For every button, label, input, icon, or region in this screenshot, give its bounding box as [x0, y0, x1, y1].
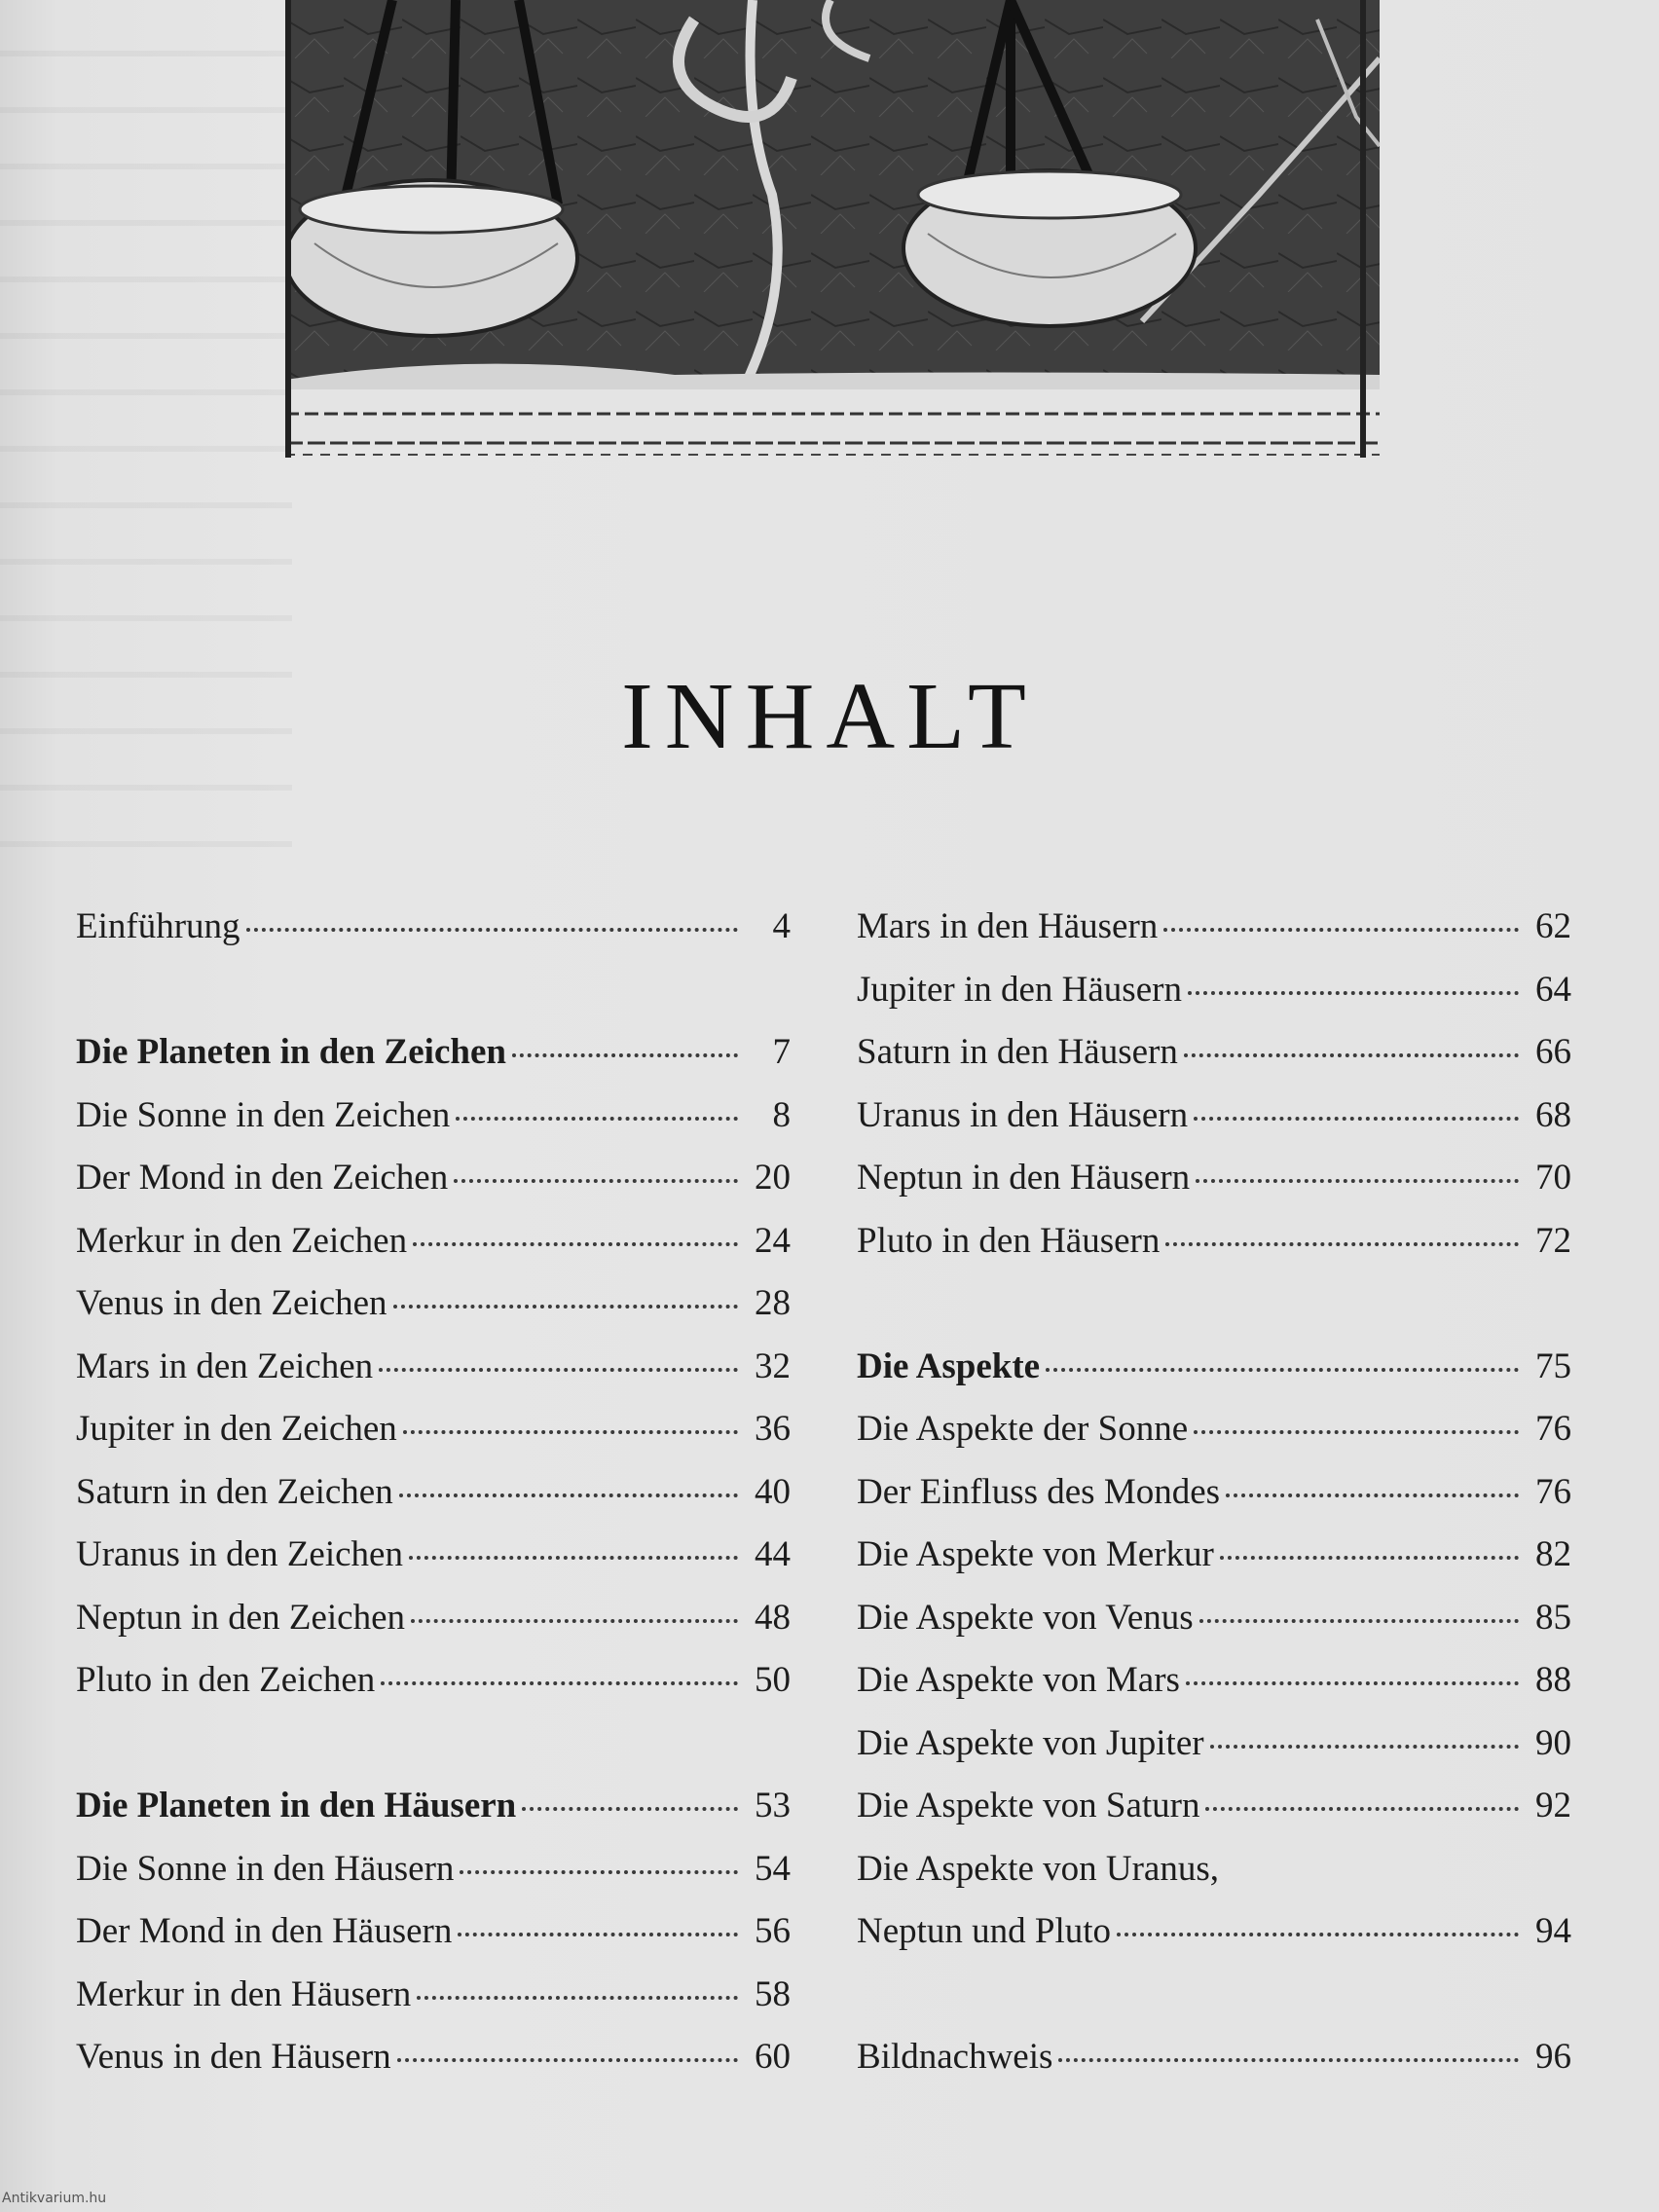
- toc-page-number: 7: [772, 1032, 791, 1072]
- toc-gap: [76, 969, 791, 1032]
- toc-entry-title: Saturn in den Häusern: [857, 1032, 1178, 1072]
- toc-entry-title: Venus in den Häusern: [76, 2037, 391, 2077]
- toc-right-column: [857, 905, 1571, 2099]
- toc-page-number: 82: [1535, 1534, 1571, 1574]
- dot-leader: [411, 1619, 738, 1623]
- toc-page-number: 58: [755, 1973, 791, 2014]
- dot-leader: [454, 1179, 738, 1183]
- toc-entry: [857, 1094, 1571, 1158]
- toc-entry: [76, 1220, 791, 1283]
- dot-leader: [1165, 1242, 1519, 1246]
- toc-entry: [76, 2036, 791, 2099]
- toc-entry-title: Neptun in den Zeichen: [76, 1597, 406, 1638]
- scales-illustration: [285, 0, 1380, 464]
- toc-entry: [76, 1094, 791, 1158]
- toc-entry: [76, 1597, 791, 1660]
- toc-entry: [857, 1785, 1571, 1848]
- dot-leader: [1196, 1179, 1519, 1183]
- toc-entry: [857, 1031, 1571, 1094]
- toc-page-number: 44: [755, 1534, 791, 1574]
- dot-leader: [403, 1430, 738, 1434]
- dot-leader: [379, 1368, 738, 1372]
- toc-entry-title: Der Einfluss des Mondes: [857, 1471, 1221, 1512]
- toc-entry-title: Jupiter in den Häusern: [857, 969, 1182, 1010]
- toc-entry: [76, 905, 791, 969]
- dot-leader: [409, 1556, 738, 1560]
- dot-leader: [413, 1242, 738, 1246]
- toc-page-number: 54: [755, 1848, 791, 1889]
- toc-entry: [76, 1408, 791, 1471]
- dot-leader: [1210, 1745, 1519, 1749]
- toc-entry: [76, 1346, 791, 1409]
- toc-entry: [76, 1848, 791, 1911]
- toc-entry-title: Uranus in den Häusern: [857, 1094, 1189, 1135]
- toc-entry-title: Der Mond in den Zeichen: [76, 1158, 449, 1198]
- toc-entry-title: Saturn in den Zeichen: [76, 1471, 393, 1512]
- toc-entry: [857, 1910, 1571, 1973]
- toc-page-number: 8: [772, 1094, 791, 1135]
- dot-leader: [399, 1493, 738, 1497]
- toc-entry: [857, 969, 1571, 1032]
- toc-page-number: 36: [755, 1409, 791, 1449]
- toc-entry: [857, 1659, 1571, 1722]
- toc-page-number: 64: [1535, 969, 1571, 1010]
- toc-entry-title: Die Aspekte von Saturn: [857, 1786, 1200, 1825]
- toc-page-number: 76: [1535, 1409, 1571, 1449]
- toc-entry-title: Die Planeten in den Zeichen: [76, 1032, 506, 1072]
- toc-page-number: 40: [755, 1471, 791, 1512]
- toc-gap: [76, 1722, 791, 1786]
- toc-section-heading: [76, 1785, 791, 1848]
- toc-entry-title: Uranus in den Zeichen: [76, 1534, 403, 1574]
- dot-leader: [1226, 1493, 1519, 1497]
- toc-entry-title: Die Aspekte von Venus: [857, 1597, 1194, 1638]
- toc-gap: [857, 1973, 1571, 2037]
- toc-section-heading: [857, 1346, 1571, 1409]
- toc-entry-title: Die Aspekte von Jupiter: [857, 1722, 1204, 1763]
- toc-page-number: 48: [755, 1597, 791, 1638]
- toc-entry-title: Die Aspekte von Merkur: [857, 1534, 1214, 1574]
- toc-page-number: 88: [1535, 1660, 1571, 1700]
- toc-entry-title: Pluto in den Zeichen: [76, 1660, 376, 1700]
- toc-page-number: 66: [1535, 1032, 1571, 1072]
- toc-page-number: 90: [1535, 1722, 1571, 1763]
- dot-leader: [1186, 1681, 1519, 1685]
- toc-entry: [857, 1471, 1571, 1534]
- dot-leader: [1220, 1556, 1519, 1560]
- toc-page-number: 96: [1535, 2037, 1571, 2077]
- dot-leader: [1194, 1430, 1519, 1434]
- toc-entry-title: Merkur in den Zeichen: [76, 1220, 408, 1261]
- toc-entry-title: Die Aspekte von Mars: [857, 1660, 1180, 1700]
- toc-entry: [857, 1157, 1571, 1220]
- toc-entry: [76, 1659, 791, 1722]
- toc-entry: [76, 1973, 791, 2037]
- toc-page-number: 32: [755, 1346, 791, 1386]
- toc-entry: [857, 1533, 1571, 1597]
- dot-leader: [1058, 2058, 1519, 2062]
- dot-leader: [1163, 928, 1519, 932]
- toc-section-heading: [76, 1031, 791, 1094]
- toc-entry-title: Venus in den Zeichen: [76, 1283, 387, 1323]
- watermark: Antikvarium.hu: [2, 2191, 107, 2206]
- dot-leader: [1205, 1807, 1519, 1811]
- toc-entry-title: Der Mond in den Häusern: [76, 1911, 453, 1951]
- toc-page-number: 56: [755, 1911, 791, 1951]
- toc-entry: [76, 1533, 791, 1597]
- dot-leader: [458, 1933, 738, 1936]
- dot-leader: [1046, 1368, 1519, 1372]
- dot-leader: [417, 1996, 738, 2000]
- toc-page-number: 53: [755, 1786, 791, 1825]
- toc-entry: [857, 1722, 1571, 1786]
- dot-leader: [456, 1117, 738, 1121]
- toc-entry: [857, 905, 1571, 969]
- toc-entry-title: Pluto in den Häusern: [857, 1220, 1161, 1261]
- toc-entry-title: Mars in den Zeichen: [76, 1346, 374, 1386]
- dot-leader: [1199, 1619, 1519, 1623]
- toc-entry: [76, 1157, 791, 1220]
- page-title: INHALT: [621, 664, 1038, 769]
- toc-entry-title: Die Aspekte der Sonne: [857, 1409, 1189, 1449]
- toc-entry-title: Die Planeten in den Häusern: [76, 1786, 517, 1825]
- toc-entry: [76, 1282, 791, 1346]
- toc-page-number: 70: [1535, 1158, 1571, 1198]
- toc-entry-title: Neptun und Pluto: [857, 1911, 1112, 1951]
- toc-entry: [857, 1408, 1571, 1471]
- toc-page-number: 60: [755, 2037, 791, 2077]
- toc-page-number: 68: [1535, 1094, 1571, 1135]
- toc-entry: [857, 1597, 1571, 1660]
- dot-leader: [381, 1681, 738, 1685]
- toc-entry-title: Neptun in den Häusern: [857, 1158, 1191, 1198]
- toc-entry-title: Die Sonne in den Zeichen: [76, 1094, 451, 1135]
- toc-entry-title: Jupiter in den Zeichen: [76, 1409, 397, 1449]
- toc-entry: [76, 1910, 791, 1973]
- toc-gap: [857, 1282, 1571, 1346]
- dot-leader: [460, 1870, 738, 1874]
- toc-entry: [857, 2036, 1571, 2099]
- dot-leader: [512, 1053, 738, 1057]
- toc-entry-title: Einführung: [76, 906, 240, 946]
- dot-leader: [1188, 991, 1519, 995]
- toc-page-number: 72: [1535, 1220, 1571, 1261]
- toc-entry-title: Merkur in den Häusern: [76, 1973, 412, 2014]
- toc-page-number: 50: [755, 1660, 791, 1700]
- toc-page-number: 28: [755, 1283, 791, 1323]
- toc-entry-title: Die Aspekte: [857, 1346, 1041, 1386]
- toc-page-number: 76: [1535, 1471, 1571, 1512]
- toc-entry-title: Bildnachweis: [857, 2037, 1053, 2077]
- dot-leader: [246, 928, 738, 932]
- toc-page-number: 4: [772, 906, 791, 946]
- dot-leader: [1117, 1933, 1519, 1936]
- dot-leader: [393, 1305, 738, 1309]
- dot-leader: [1194, 1117, 1519, 1121]
- toc-page-number: 92: [1535, 1786, 1571, 1825]
- toc-entry-title: Die Aspekte von Uranus,: [857, 1848, 1219, 1889]
- toc-entry: [857, 1220, 1571, 1283]
- toc-left-column: [76, 905, 791, 2099]
- toc-entry: [857, 1848, 1571, 1911]
- dot-leader: [397, 2058, 738, 2062]
- toc-entry-title: Die Sonne in den Häusern: [76, 1848, 455, 1889]
- toc-page-number: 75: [1535, 1346, 1571, 1386]
- toc-entry-title: Mars in den Häusern: [857, 906, 1159, 946]
- toc-page-number: 24: [755, 1220, 791, 1261]
- toc-page-number: 94: [1535, 1911, 1571, 1951]
- toc-page-number: 85: [1535, 1597, 1571, 1638]
- toc-page-number: 62: [1535, 906, 1571, 946]
- toc-page-number: 20: [755, 1158, 791, 1198]
- dot-leader: [522, 1807, 738, 1811]
- toc-entry: [76, 1471, 791, 1534]
- dot-leader: [1184, 1053, 1519, 1057]
